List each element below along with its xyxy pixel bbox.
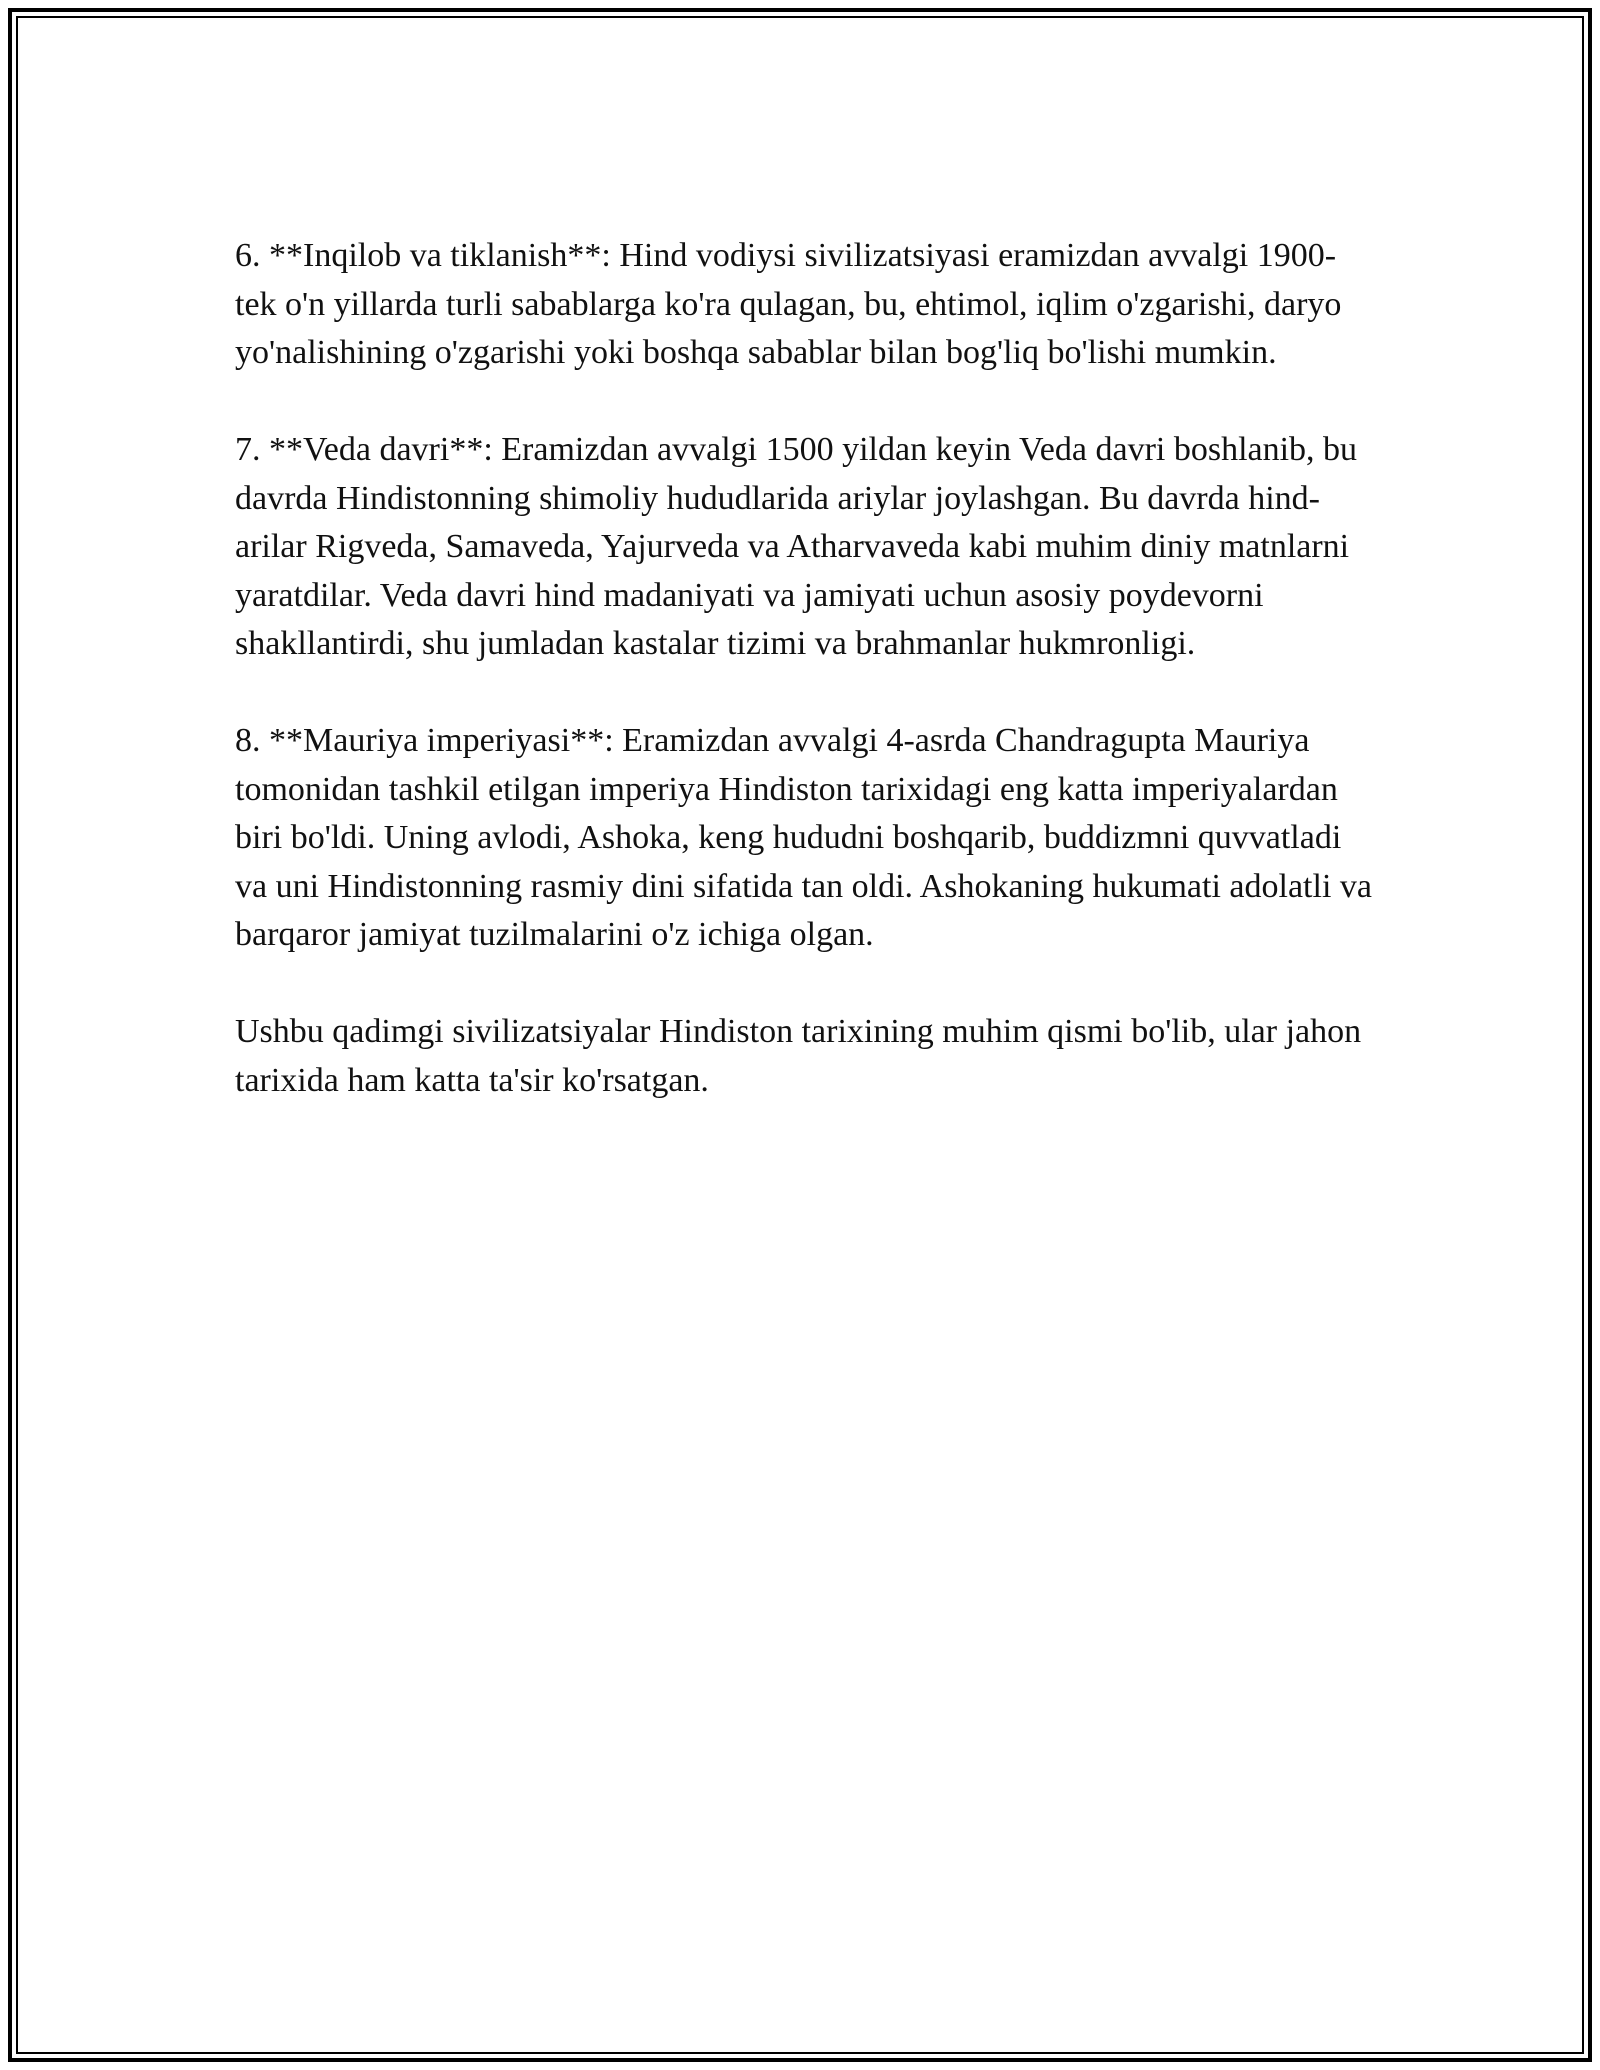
paragraph-mauriya-imperiyasi: 8. **Mauriya imperiyasi**: Eramizdan avvalgi 4-asrda Chandragupta Mauriya tomonidan tashkil etilgan imperiya Hindiston tarixidagi eng katta imperiyalardan biri bo'ldi. Uning avlodi, Ashoka, keng hududni boshqarib, buddizmni quvvatladi va uni Hindistonning rasmiy dini sifatida tan oldi. Ashokaning hukumati adolatli va barqaror jamiyat tuzilmalarini o'z ichiga olgan. (235, 722, 1372, 953)
document-body (235, 232, 1375, 1154)
paragraph-conclusion: Ushbu qadimgi sivilizatsiyalar Hindiston tarixining muhim qismi bo'lib, ular jahon tarixida ham katta ta'sir ko'rsatgan. (235, 1013, 1362, 1099)
paragraph-inqilob-va-tiklanish: 6. **Inqilob va tiklanish**: Hind vodiysi sivilizatsiyasi eramizdan avvalgi 1900-tek o'n yillarda turli sabablarga ko'ra qulagan, bu, ehtimol, iqlim o'zgarishi, daryo yo'nalishining o'zgarishi yoki boshqa sabablar bilan bog'liq bo'lishi mumkin. (235, 237, 1342, 371)
paragraph-veda-davri: 7. **Veda davri**: Eramizdan avvalgi 1500 yildan keyin Veda davri boshlanib, bu davrda Hindistonning shimoliy hududlarida ariylar joylashgan. Bu davrda hind-arilar Rigveda, Samaveda, Yajurveda va Atharvaveda kabi muhim diniy matnlarni yaratdilar. Veda davri hind madaniyati va jamiyati uchun asosiy poydevorni shakllantirdi, shu jumladan kastalar tizimi va brahmanlar hukmronligi. (235, 431, 1358, 662)
